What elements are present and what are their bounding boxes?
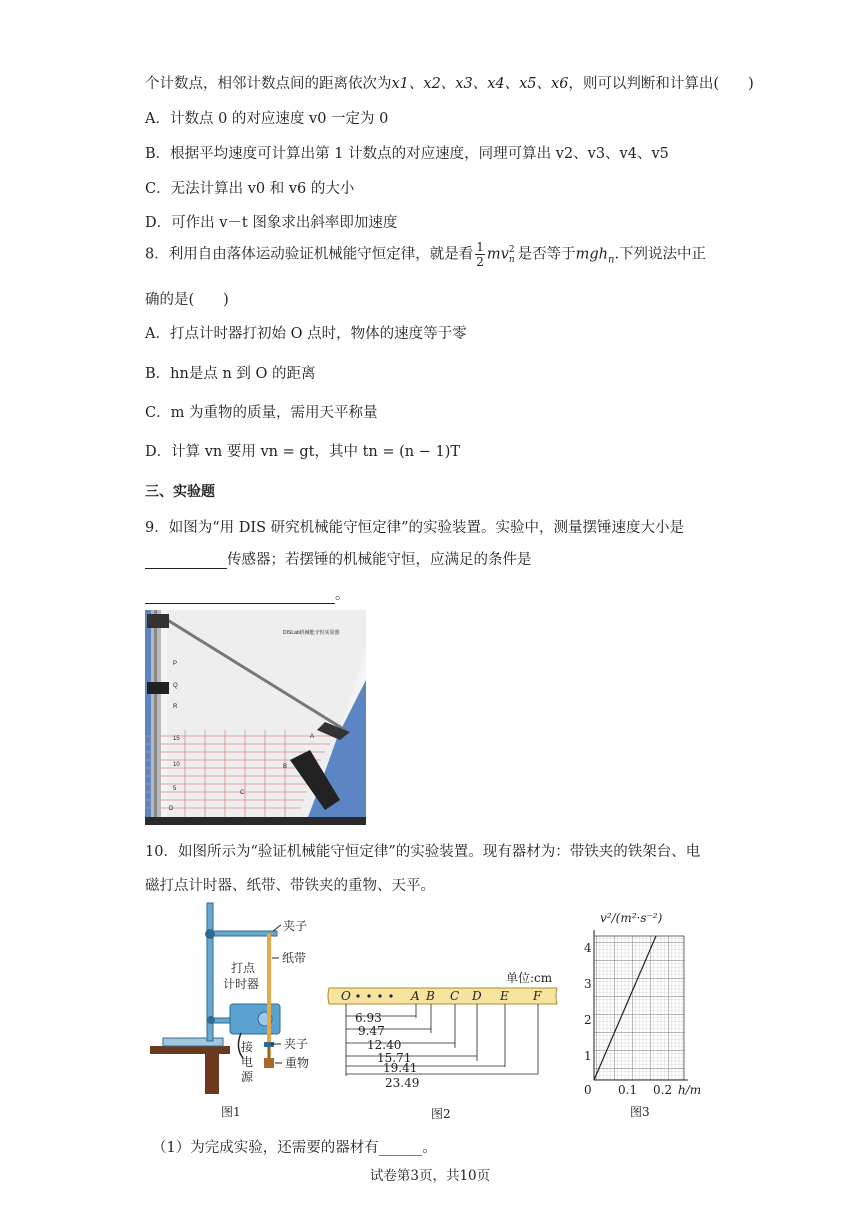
label-timer-1: 打点 — [231, 961, 256, 975]
photo-label-q: Q — [173, 683, 178, 689]
distance-oc: 12.40 — [367, 1038, 402, 1052]
tape-unit: 单位:cm — [506, 971, 553, 985]
distance-oe: 19.41 — [383, 1061, 418, 1075]
point-a: A — [411, 989, 420, 1003]
x-tick-0-1: 0.1 — [618, 1083, 638, 1097]
photo-label-a: A — [310, 734, 315, 740]
figure-3-caption: 图3 — [630, 1105, 650, 1119]
label-clip-bottom: 夹子 — [284, 1037, 309, 1051]
q8-option-b: B．hn是点 n 到 O 的距离 — [145, 366, 316, 382]
q9-blank-2 — [145, 587, 335, 604]
q9-stem: 9．如图为“用 DIS 研究机械能守恒定律”的实验装置。实验中，测量摆锤速度大小是 — [145, 520, 685, 536]
photo-label-r: R — [173, 704, 178, 710]
stand-base — [163, 1038, 223, 1046]
photo-label-d: D — [169, 806, 174, 812]
q9-apparatus-photo — [145, 610, 366, 825]
q8-fraction: $\frac{1}{2}$ — [476, 240, 484, 269]
y-tick-1: 1 — [584, 1049, 592, 1063]
weight-block — [264, 1058, 274, 1068]
q7-option-d: D．可作出 v－t 图象求出斜率即加速度 — [145, 215, 398, 231]
q8-option-c: C．m 为重物的质量，需用天平称量 — [145, 405, 378, 421]
section-heading: 三、实验题 — [145, 484, 215, 500]
q8-stem: 8．利用自由落体运动验证机械能守恒定律，就是看 $\frac{1}{2}$ mv 2 n 是否等于mgh$_n$.下列说法中正 — [145, 240, 707, 269]
q8-option-a: A．打点计时器打初始 O 点时，物体的速度等于零 — [145, 326, 467, 342]
q9-stem-2: 传感器；若摆锤的机械能守恒，应满足的条件是 — [145, 548, 532, 569]
q7-option-c: C．无法计算出 v0 和 v6 的大小 — [145, 181, 355, 197]
photo-label-c: C — [240, 790, 245, 796]
photo-label-b: B — [283, 764, 288, 770]
point-d: D — [472, 989, 482, 1003]
photo-label-p: P — [173, 661, 178, 667]
graph-x-label: h/m — [678, 1083, 702, 1097]
x-tick-0-2: 0.2 — [653, 1083, 673, 1097]
q10-figure-1 — [145, 898, 335, 1123]
q10-subquestion-1: （1）为完成实验，还需要的器材有______。 — [152, 1140, 437, 1156]
table-leg — [205, 1054, 219, 1094]
q7-option-b: B．根据平均速度可计算出第 1 计数点的对应速度，同理可算出 v2、v3、v4、v5 — [145, 146, 669, 162]
label-power-1: 接 — [241, 1040, 254, 1054]
label-weight: 重物 — [285, 1056, 310, 1070]
point-f: F — [533, 989, 542, 1003]
q7-stem: 个计数点，相邻计数点间的距离依次为x1、x2、x3、x4、x5、x6，则可以判断和计算出( ) — [145, 76, 754, 92]
q10-figure-3 — [578, 906, 718, 1123]
label-power-3: 源 — [241, 1070, 254, 1084]
table-top — [150, 1046, 230, 1054]
distance-ob: 9.47 — [358, 1024, 385, 1038]
distance-of: 23.49 — [385, 1076, 420, 1090]
photo-tick-15: 15 — [173, 736, 180, 742]
photo-tick-10: 10 — [173, 762, 180, 768]
photo-tick-5: 5 — [173, 786, 177, 792]
label-power-2: 电 — [241, 1055, 254, 1069]
page-footer: 试卷第3页，共10页 — [369, 1168, 491, 1184]
paper-tape-strip — [328, 988, 557, 1004]
q7-option-a: A．计数点 0 的对应速度 v0 一定为 0 — [145, 111, 389, 127]
point-c: C — [450, 989, 460, 1003]
q10-stem: 10．如图所示为“验证机械能守恒定律”的实验装置。现有器材为：带铁夹的铁架台、电 — [145, 844, 701, 860]
photo-caption: DISLab机械能守恒实验器 — [283, 630, 340, 636]
q10-figure-2 — [325, 966, 565, 1121]
q10-stem-2: 磁打点计时器、纸带、带铁夹的重物、天平。 — [145, 878, 435, 894]
q7-variables: x1、x2、x3、x4、x5、x6 — [391, 76, 569, 92]
point-e: E — [500, 989, 509, 1003]
distance-oa: 6.93 — [355, 1011, 382, 1025]
y-tick-3: 3 — [584, 977, 592, 991]
label-clip-top: 夹子 — [283, 919, 308, 933]
q8-stem-cont: 确的是( ) — [145, 292, 229, 308]
x-tick-0: 0 — [584, 1083, 592, 1097]
graph-y-label: v²/(m²·s⁻²) — [600, 911, 663, 925]
q8-option-d: D．计算 vn 要用 vn = gt，其中 tn = (n − 1)T — [145, 444, 461, 460]
point-b: B — [426, 989, 435, 1003]
figure-1-caption: 图1 — [221, 1105, 241, 1119]
stand-arm — [207, 931, 277, 936]
label-tape: 纸带 — [282, 951, 307, 965]
label-timer-2: 计时器 — [223, 977, 260, 991]
graph-grid — [594, 936, 684, 1080]
q9-stem-3: 。 — [145, 583, 350, 604]
figure-2-caption: 图2 — [431, 1107, 451, 1121]
q9-blank-1 — [145, 552, 227, 569]
y-tick-2: 2 — [584, 1013, 592, 1027]
y-tick-4: 4 — [584, 941, 592, 955]
distance-od: 15.71 — [377, 1051, 412, 1065]
point-o: O — [341, 989, 351, 1003]
